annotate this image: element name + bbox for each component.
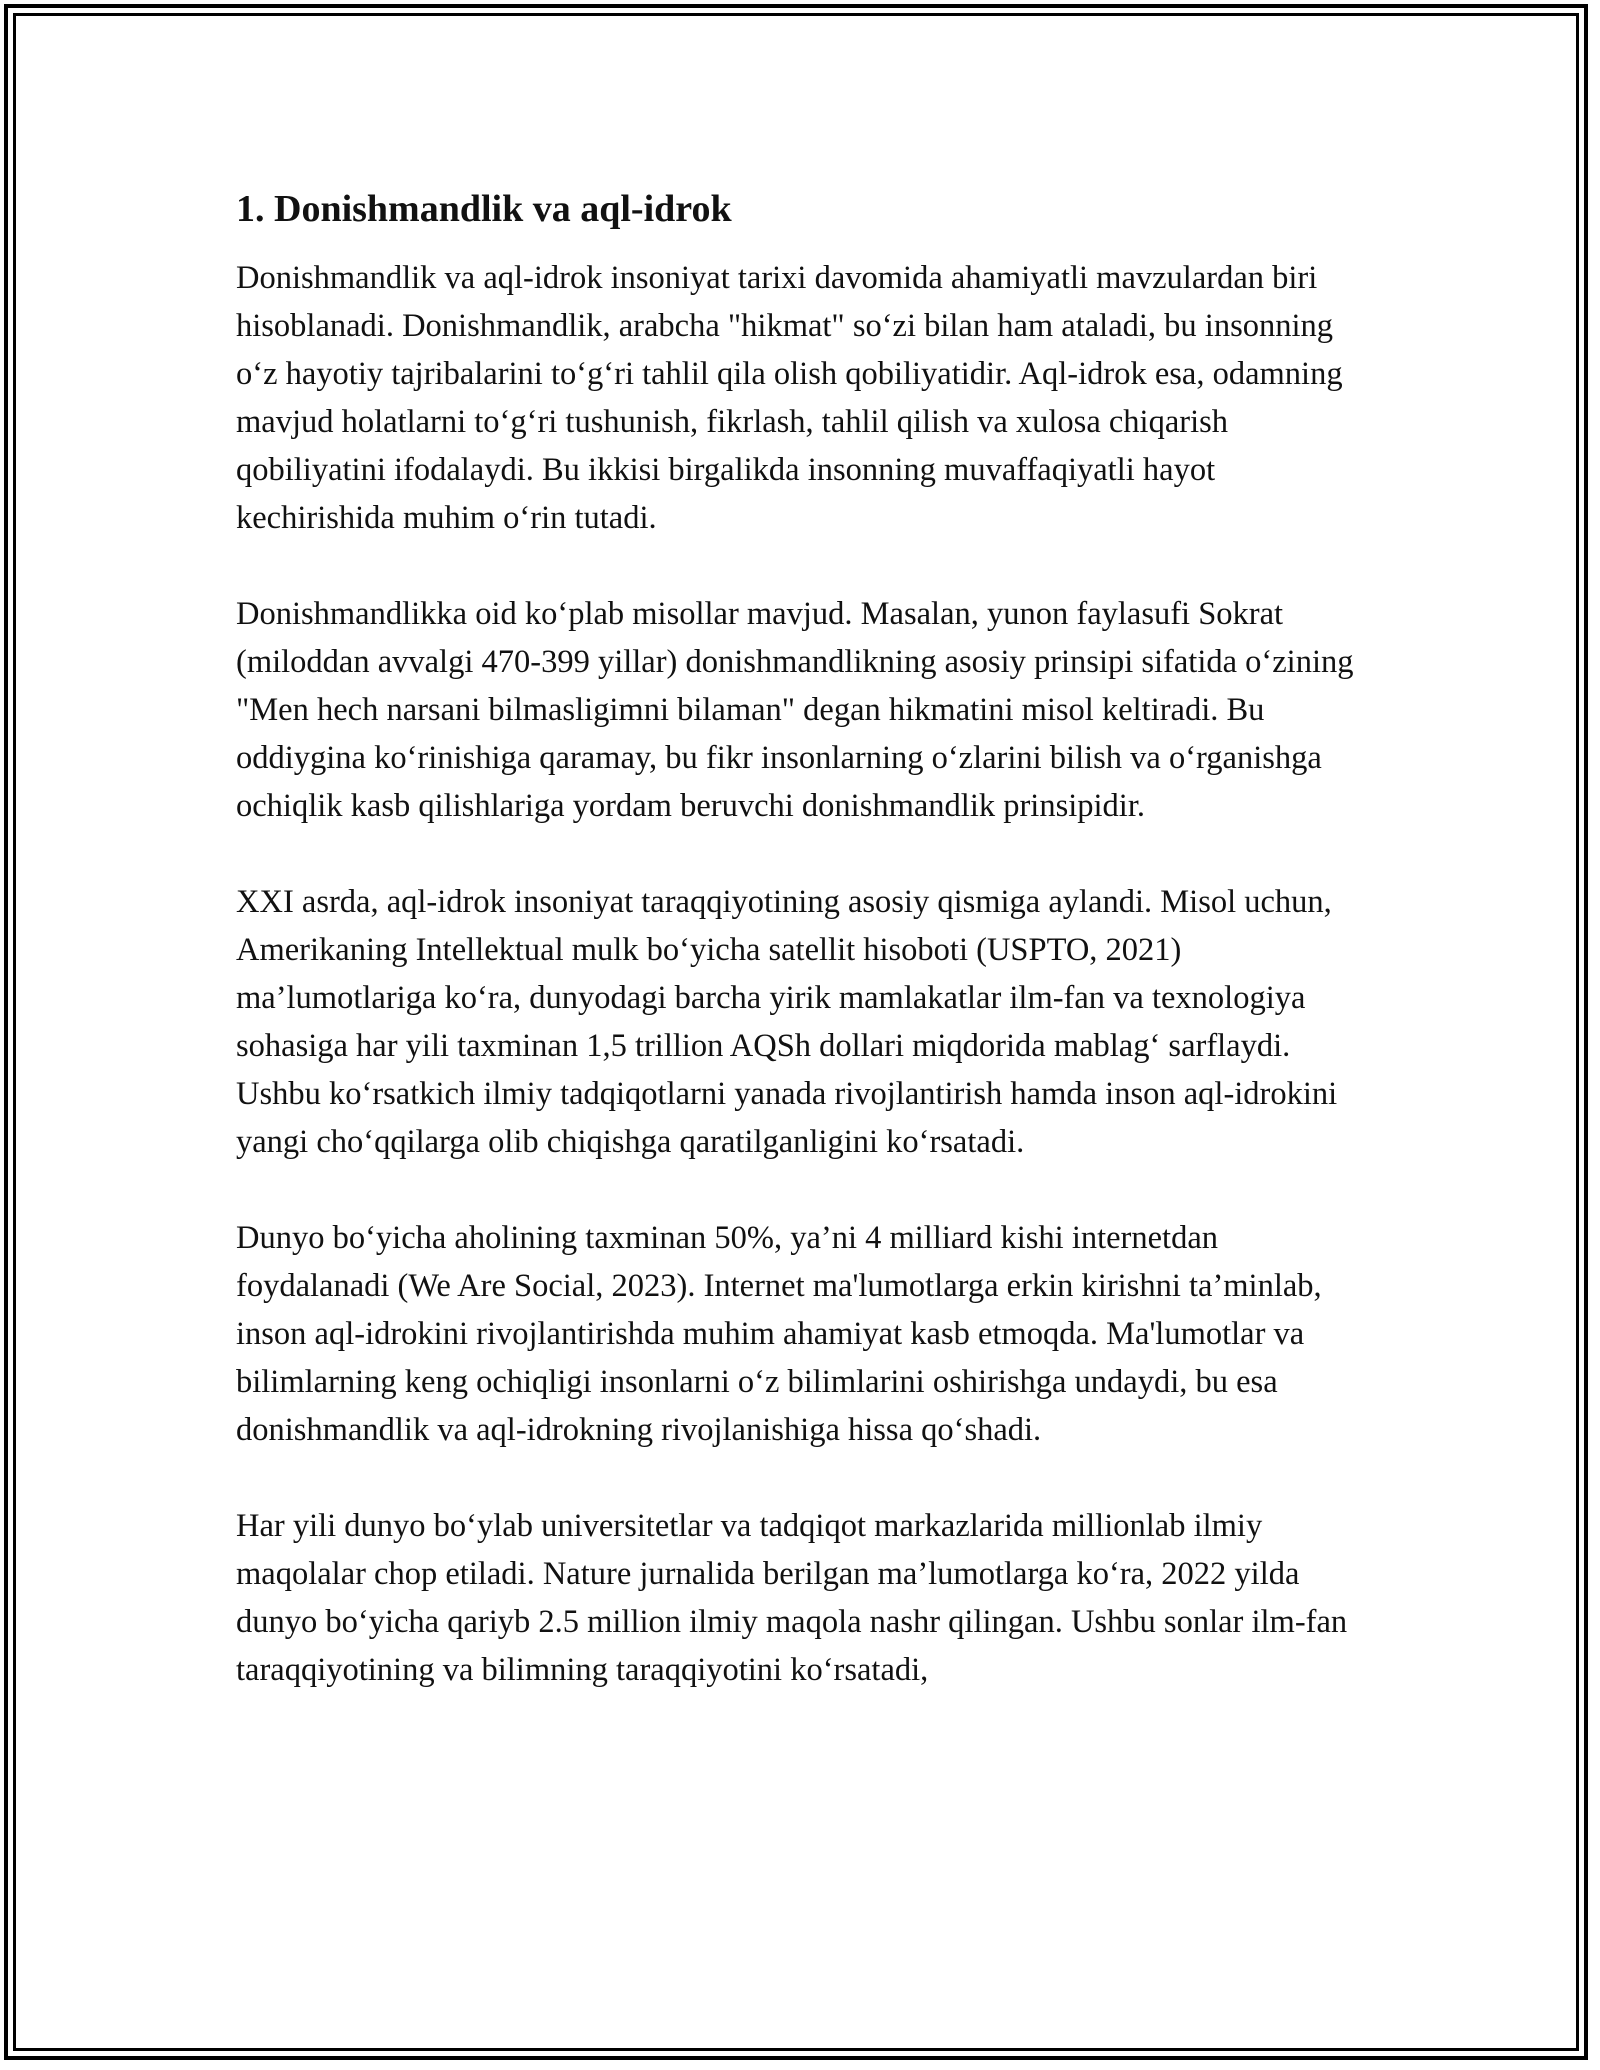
paragraph-4: Dunyo bo‘yicha aholining taxminan 50%, ya’ni 4 milliard kishi internetdan foydalanadi (We Are Social, 2023). Internet ma'lumotlarga erkin kirishni ta’minlab, inson aql-idrokini rivojlantirishda muhim ahamiyat kasb etmoqda. Ma'lumotlar va bilimlarning keng ochiqligi insonlarni o‘z bilimlarini oshirishga undaydi, bu esa donishmandlik va aql-idrokning rivojlanishiga hissa qo‘shadi.	[236, 1219, 1322, 1448]
paragraph-1: Donishmandlik va aql-idrok insoniyat tarixi davomida ahamiyatli mavzulardan biri hisoblanadi. Donishmandlik, arabcha "hikmat" so‘zi bilan ham ataladi, bu insonning o‘z hayotiy tajribalarini to‘g‘ri tahlil qila olish qobiliyatidir. Aql-idrok esa, odamning mavjud holatlarni to‘g‘ri tushunish, fikrlash, tahlil qilish va xulosa chiqarish qobiliyatini ifodalaydi. Bu ikkisi birgalikda insonning muvaffaqiyatli hayot kechirishida muhim o‘rin tutadi.	[236, 259, 1343, 536]
section-heading: 1. Donishmandlik va aql-idrok	[236, 188, 732, 230]
document-body	[236, 186, 1376, 1742]
paragraph-2: Donishmandlikka oid ko‘plab misollar mavjud. Masalan, yunon faylasufi Sokrat (miloddan avvalgi 470-399 yillar) donishmandlikning asosiy prinsipi sifatida o‘zining "Men hech narsani bilmasligimni bilaman" degan hikmatini misol keltiradi. Bu oddiygina ko‘rinishiga qaramay, bu fikr insonlarning o‘zlarini bilish va o‘rganishga ochiqlik kasb qilishlariga yordam beruvchi donishmandlik prinsipidir.	[236, 595, 1354, 824]
paragraph-3: XXI asrda, aql-idrok insoniyat taraqqiyotining asosiy qismiga aylandi. Misol uchun, Amerikaning Intellektual mulk bo‘yicha satellit hisoboti (USPTO, 2021) ma’lumotlariga ko‘ra, dunyodagi barcha yirik mamlakatlar ilm-fan va texnologiya sohasiga har yili taxminan 1,5 trillion AQSh dollari miqdorida mablag‘ sarflaydi. Ushbu ko‘rsatkich ilmiy tadqiqotlarni yanada rivojlantirish hamda inson aql-idrokini yangi cho‘qqilarga olib chiqishga qaratilganligini ko‘rsatadi.	[236, 883, 1338, 1160]
paragraph-5: Har yili dunyo bo‘ylab universitetlar va tadqiqot markazlarida millionlab ilmiy maqolalar chop etiladi. Nature jurnalida berilgan ma’lumotlarga ko‘ra, 2022 yilda dunyo bo‘yicha qariyb 2.5 million ilmiy maqola nashr qilingan. Ushbu sonlar ilm-fan taraqqiyotining va bilimning taraqqiyotini ko‘rsatadi,	[236, 1507, 1348, 1688]
